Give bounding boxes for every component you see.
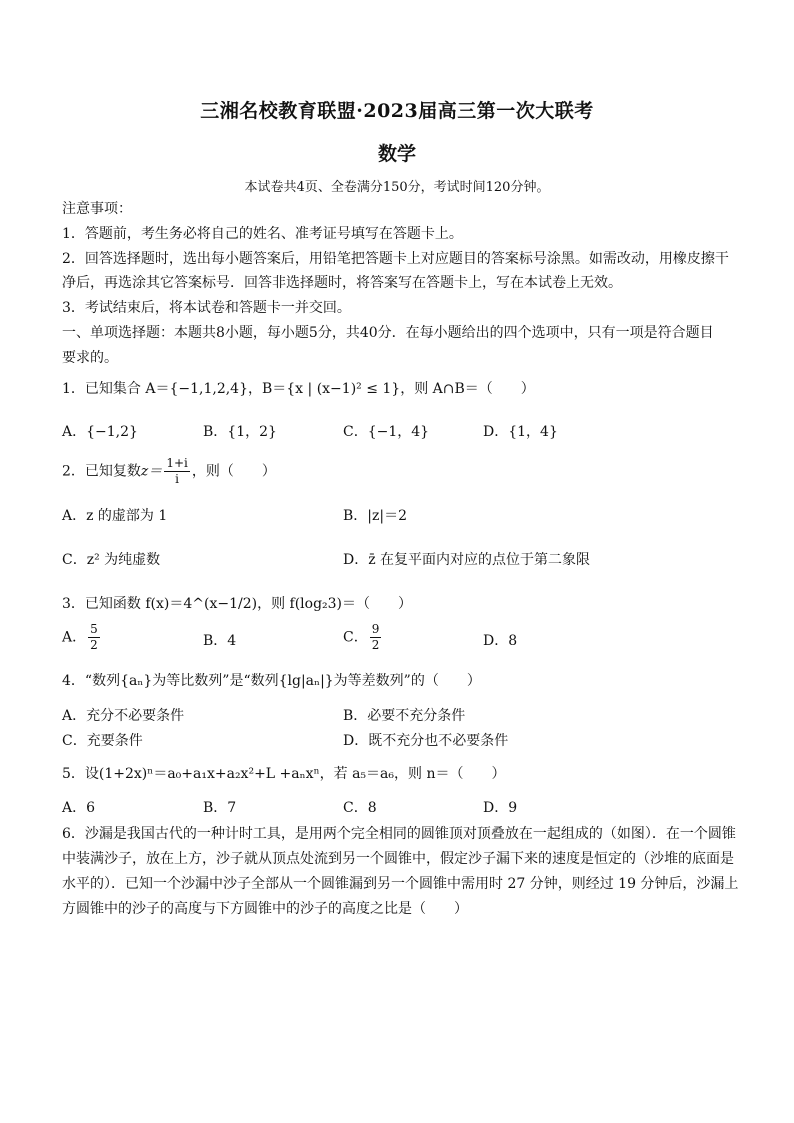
q3-option-a-label: A． [62,629,87,646]
q2-z: z＝ [140,463,163,480]
q3-option-a-fraction [88,622,100,653]
section-heading-b: 要求的。 [62,350,118,366]
note-1: 1．答题前，考生务必将自己的姓名、准考证号填写在答题卡上。 [62,226,463,242]
notes-heading: 注意事项： [62,201,132,217]
q2-fraction [164,456,190,487]
q6-line-4: 方圆锥中的沙子的高度与下方圆锥中的沙子的高度之比是（ ） [62,901,468,917]
q6-line-3: 水平的）．已知一个沙漏中沙子全部从一个圆锥漏到另一个圆锥中需用时 27 分钟，则经过 19 分钟后，沙漏上 [62,876,739,892]
q1-option-d: D．{1，4} [483,424,558,440]
q2-numerator: 1+i [166,456,188,470]
note-2b: 净后，再选涂其它答案标号．回答非选择题时，将答案写在答题卡上，写在本试卷上无效。 [62,275,622,291]
q3-c-denominator: 2 [371,638,380,652]
q3-option-b: B．4 [203,633,237,649]
q5-stem: 5．设(1+2x)ⁿ＝a₀+a₁x+a₂x²+L +aₙxⁿ，若 a₅＝a₆，则 n＝（ ） [62,766,506,782]
q1-option-a: A．{−1,2} [62,424,138,440]
q4-stem: 4．“数列{aₙ}为等比数列”是“数列{lg|aₙ|}为等差数列”的（ ） [62,673,481,689]
q2-denominator: i [175,472,179,486]
q2-stem [62,456,276,487]
q4-option-a: A．充分不必要条件 [62,708,185,724]
q3-option-a [62,622,102,653]
q5-option-a: A．6 [62,800,96,816]
q3-option-c [343,622,383,653]
q3-a-denominator: 2 [90,638,98,652]
exam-title: 三湘名校教育联盟·2023届高三第一次大联考 [200,100,594,122]
q1-option-b: B．{1，2} [203,424,277,440]
q3-a-numerator: 5 [90,622,98,636]
section-heading-a: 一、单项选择题：本题共8小题，每小题5分，共40分．在每小题给出的四个选项中，只有一项是符合题目 [62,325,714,341]
q3-option-d: D．8 [483,633,518,649]
q2-option-c: C．z² 为纯虚数 [62,552,161,568]
q3-c-numerator: 9 [371,622,380,636]
q6-line-1: 6．沙漏是我国古代的一种计时工具，是用两个完全相同的圆锥顶对顶叠放在一起组成的（如图）．在一个圆锥 [62,826,736,842]
q4-option-d: D．既不充分也不必要条件 [343,733,509,749]
q3-option-c-label: C． [343,629,368,646]
q5-option-d: D．9 [483,800,518,816]
q2-option-a: A．z 的虚部为 1 [62,508,168,524]
exam-info: 本试卷共4页、全卷满分150分，考试时间120分钟。 [244,180,550,195]
q6-line-2: 中装满沙子，放在上方，沙子就从顶点处流到另一个圆锥中，假定沙子漏下来的速度是恒定的（沙堆的底面是 [62,851,734,867]
q3-option-c-fraction [370,622,382,653]
q1-stem: 1．已知集合 A＝{−1,1,2,4}，B＝{x | (x−1)² ≤ 1}，则 A∩B＝（ ） [62,381,535,397]
subject-title: 数学 [377,143,416,165]
q5-option-c: C．8 [343,800,377,816]
q2-option-d: D．z̄ 在复平面内对应的点位于第二象限 [343,552,591,568]
q3-stem: 3．已知函数 f(x)＝4^(x−1/2)，则 f(log₂3)＝（ ） [62,596,413,612]
q4-option-c: C．充要条件 [62,733,143,749]
q2-stem-post: ，则（ ） [191,463,276,480]
q2-option-b: B．|z|＝2 [343,508,408,524]
q1-option-c: C．{−1，4} [343,424,430,440]
q2-stem-pre: 2．已知复数 [62,463,141,480]
q5-option-b: B．7 [203,800,237,816]
q4-option-b: B．必要不充分条件 [343,708,466,724]
note-3: 3．考试结束后，将本试卷和答题卡一并交回。 [62,300,351,316]
note-2a: 2．回答选择题时，选出每小题答案后，用铅笔把答题卡上对应题目的答案标号涂黑。如需改动，用橡皮擦干 [62,251,729,267]
